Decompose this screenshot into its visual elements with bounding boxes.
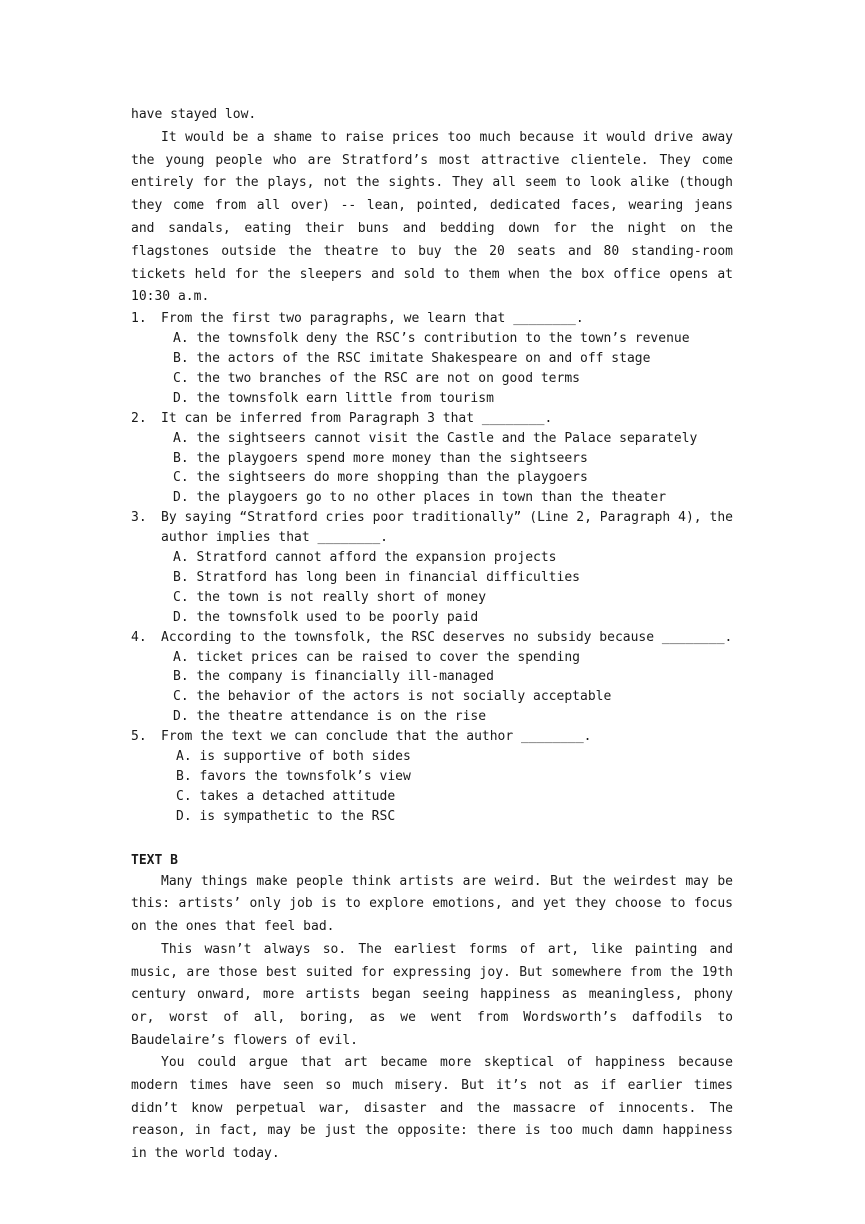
question-stem: By saying “Stratford cries poor traditionally” (Line 2, Paragraph 4), the author implies that ________.	[161, 510, 733, 546]
text-b-paragraph-2: This wasn’t always so. The earliest forms of art, like painting and music, are those best suited for expressing joy. But somewhere from the 19th century onward, more artists began seeing happiness as meaningless, phony or, worst of all, boring, as we went from Wordsworth’s daffodils to Baudelaire’s flowers of evil.	[131, 941, 733, 1048]
question-number: 3.	[131, 510, 147, 526]
option-b: B. favors the townsfolk’s view	[176, 769, 411, 785]
option-b: B. the playgoers spend more money than the sightseers	[173, 450, 588, 466]
passage-continuation: have stayed low.	[131, 107, 257, 122]
option-a: A. is supportive of both sides	[176, 749, 411, 765]
text-b-section	[131, 851, 733, 1166]
question-stem: According to the townsfolk, the RSC deserves no subsidy because ________.	[161, 629, 733, 645]
section-spacer	[131, 827, 733, 851]
option-a: A. Stratford cannot afford the expansion projects	[173, 550, 557, 566]
passage-paragraph: It would be a shame to raise prices too much because it would drive away the young people who are Stratford’s most attractive clientele. They come entirely for the plays, not the sights. They all seem to look alike (though they come from all over) -- lean, pointed, dedicated faces, wearing jeans and sandals, eating their buns and bedding down for the night on the flagstones outside the theatre to buy the 20 seats and 80 standing-room tickets held for the sleepers and sold to them when the box office opens at 10:30 a.m.	[131, 129, 733, 305]
option-b: B. the company is financially ill-managed	[173, 669, 494, 685]
question-4	[131, 628, 733, 728]
question-stem: From the text we can conclude that the author ________.	[161, 729, 592, 745]
question-list	[131, 309, 733, 827]
question-number: 1.	[131, 311, 147, 327]
option-d: D. the townsfolk earn little from tourism	[173, 390, 494, 406]
option-a: A. ticket prices can be raised to cover the spending	[173, 649, 580, 665]
option-d: D. the playgoers go to no other places in town than the theater	[173, 490, 667, 506]
text-b-paragraph-1: Many things make people think artists are weird. But the weirdest may be this: artists’ only job is to explore emotions, and yet they choose to focus on the ones that feel bad.	[131, 873, 733, 935]
question-stem: From the first two paragraphs, we learn that ________.	[161, 311, 584, 327]
question-number: 2.	[131, 410, 147, 426]
question-number: 4.	[131, 629, 147, 645]
question-stem: It can be inferred from Paragraph 3 that ________.	[161, 410, 553, 426]
option-c: C. the sightseers do more shopping than the playgoers	[173, 470, 588, 486]
question-1	[131, 309, 733, 409]
document-page	[131, 104, 733, 1166]
option-a: A. the sightseers cannot visit the Castle and the Palace separately	[173, 430, 698, 446]
option-c: C. the behavior of the actors is not socially acceptable	[173, 689, 612, 705]
question-5	[131, 727, 733, 827]
option-d: D. the theatre attendance is on the rise	[173, 709, 487, 725]
question-3	[131, 508, 733, 627]
question-number: 5.	[131, 729, 147, 745]
option-c: C. takes a detached attitude	[176, 788, 396, 804]
option-c: C. the town is not really short of money	[173, 589, 487, 605]
question-2	[131, 409, 733, 509]
section-heading: TEXT B	[131, 852, 178, 868]
option-d: D. the townsfolk used to be poorly paid	[173, 609, 479, 625]
option-b: B. Stratford has long been in financial difficulties	[173, 569, 580, 585]
option-a: A. the townsfolk deny the RSC’s contribution to the town’s revenue	[173, 331, 690, 347]
option-b: B. the actors of the RSC imitate Shakespeare on and off stage	[173, 350, 651, 366]
text-b-paragraph-3: You could argue that art became more skeptical of happiness because modern times have seen so much misery. But it’s not as if earlier times didn’t know perpetual war, disaster and the massacre of innocents. The reason, in fact, may be just the opposite: there is too much damn happiness in the world today.	[131, 1055, 733, 1162]
option-c: C. the two branches of the RSC are not on good terms	[173, 370, 580, 386]
option-d: D. is sympathetic to the RSC	[176, 808, 396, 824]
